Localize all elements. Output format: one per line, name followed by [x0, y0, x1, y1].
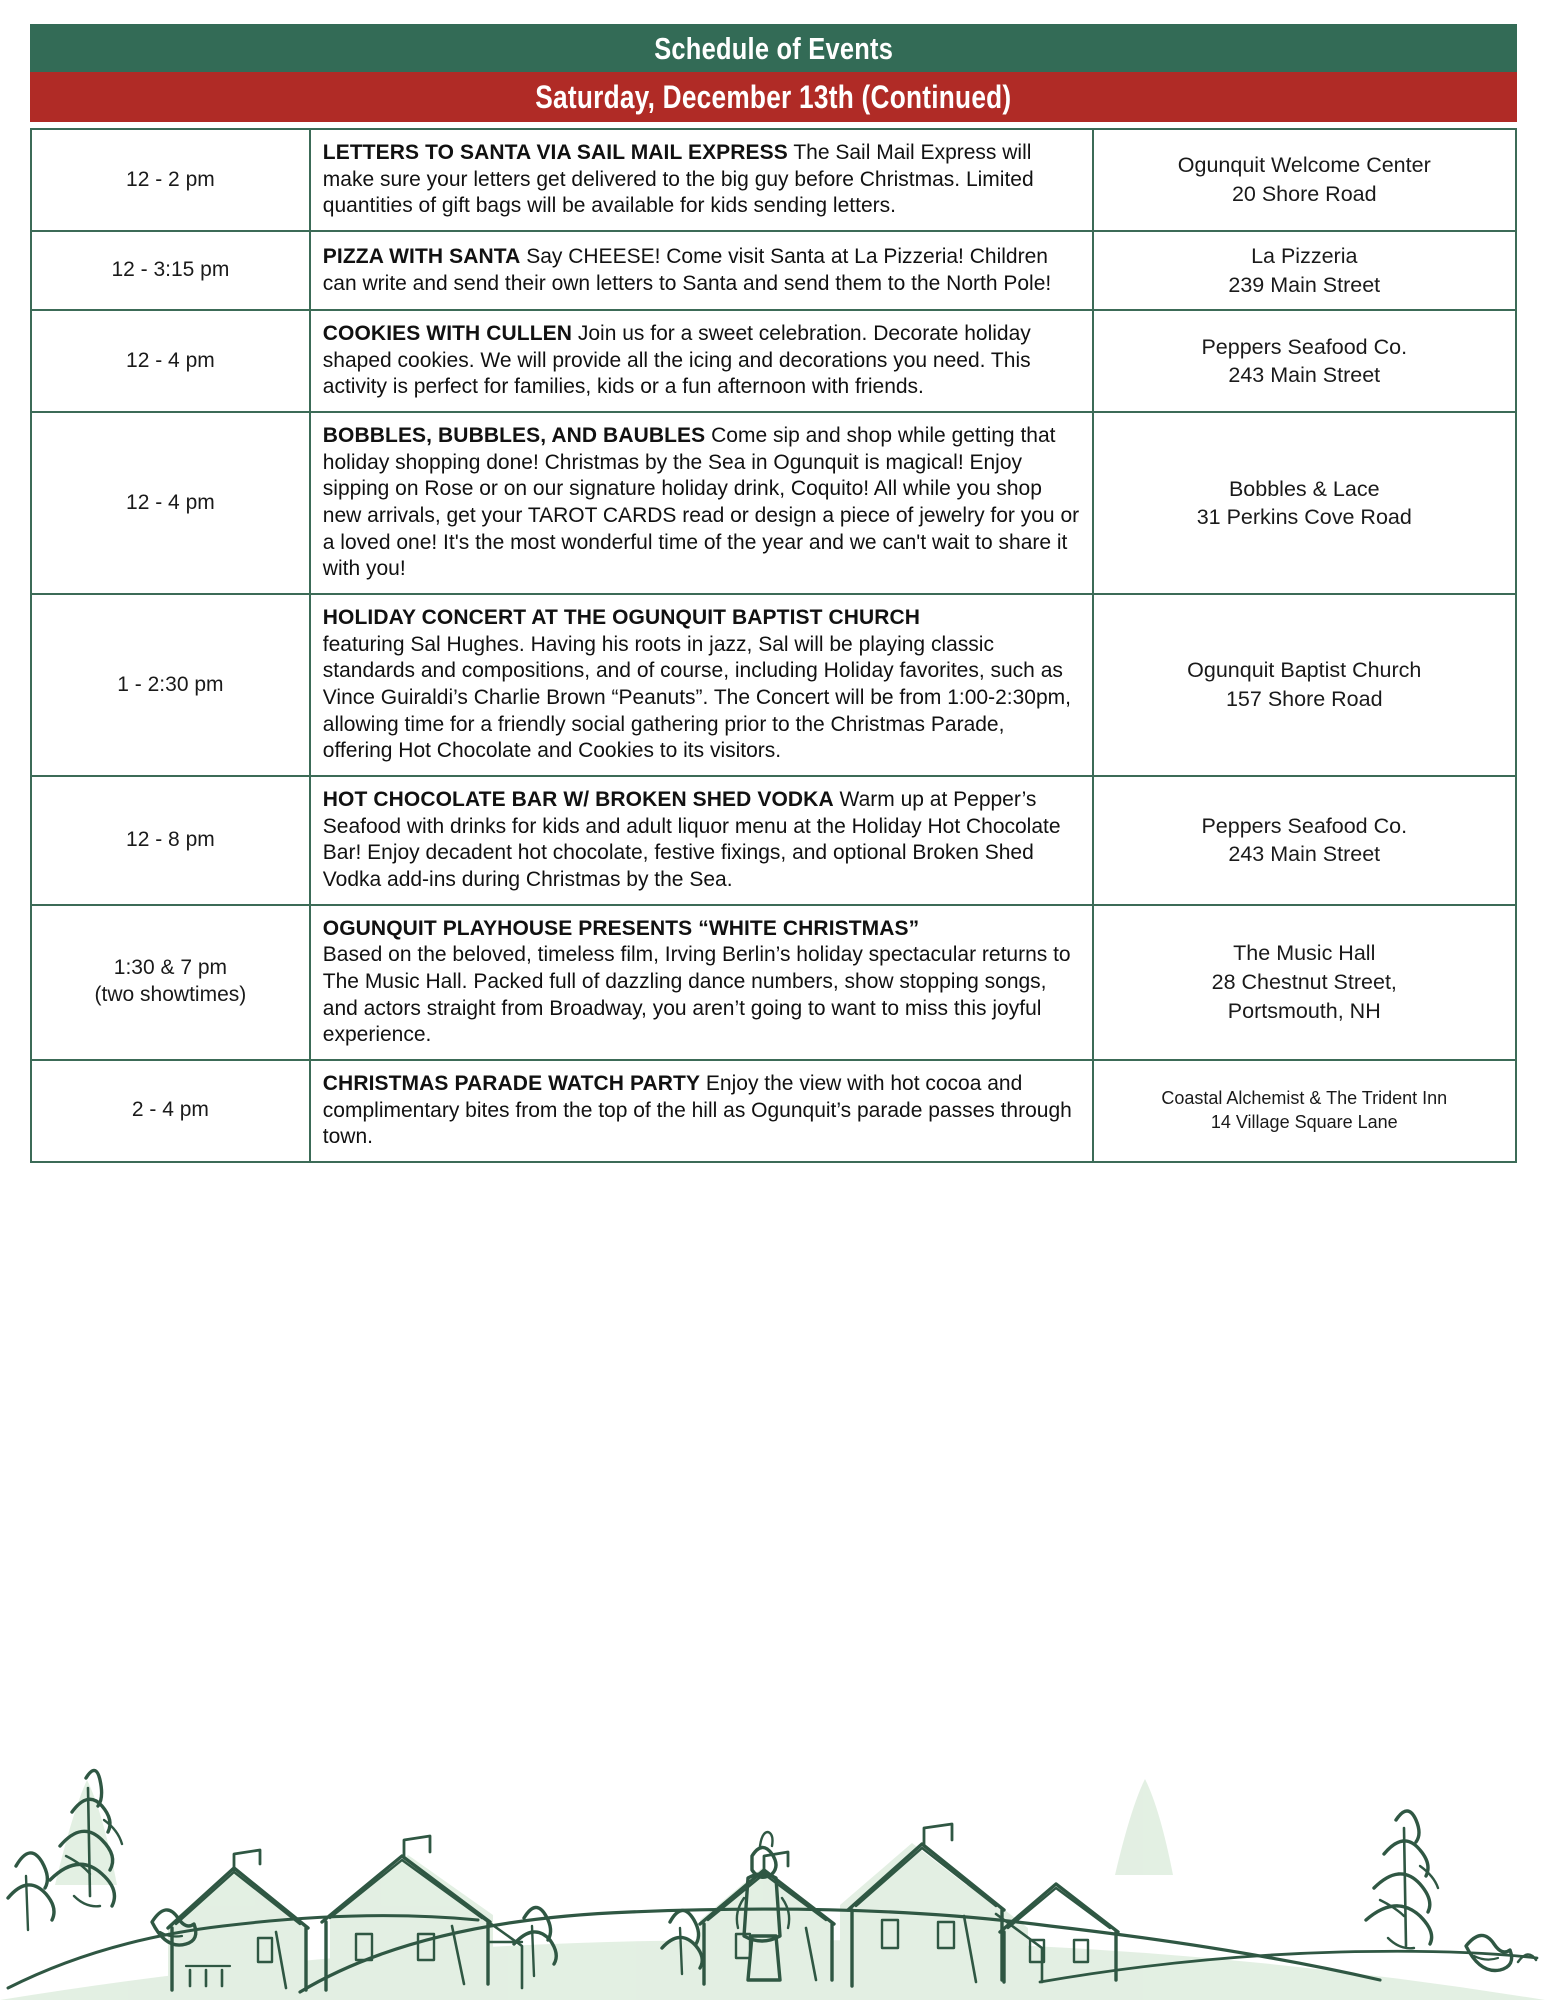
event-time: 12 - 4 pm — [31, 412, 310, 594]
event-location — [1093, 412, 1516, 594]
event-description: PIZZA WITH SANTA Say CHEESE! Come visit Santa at La Pizzeria! Children can write and send their own letters to Santa and send them to the North Pole! — [322, 244, 1052, 295]
event-time: 12 - 4 pm — [31, 310, 310, 412]
event-description: HOT CHOCOLATE BAR W/ BROKEN SHED VODKA Warm up at Pepper’s Seafood with drinks for kids and adult liquor menu at the Holiday Hot Chocolate Bar! Enjoy decadent hot chocolate, festive fixings, and optional Broken Shed Vodka add-ins during Christmas by the Sea. — [322, 788, 1061, 891]
event-time: 1 - 2:30 pm — [31, 594, 310, 776]
event-description: HOLIDAY CONCERT AT THE OGUNQUIT BAPTIST CHURCH featuring Sal Hughes. Having his roots in jazz, Sal will be playing classic standards and compositions, and of course, including Holiday favorites, such as Vince Guiraldi’s Charlie Brown “Peanuts”. The Concert will be from 1:00-2:30pm, allowing time for a friendly social gathering prior to the Christmas Parade, offering Hot Chocolate and Cookies to its visitors. — [322, 606, 1071, 763]
event-description-cell — [310, 905, 1093, 1060]
location-line: Peppers Seafood Co. — [1201, 334, 1408, 359]
table-row — [31, 231, 1516, 310]
event-location — [1093, 905, 1516, 1060]
schedule-table — [30, 128, 1517, 1163]
event-title: HOT CHOCOLATE BAR W/ BROKEN SHED VODKA — [322, 788, 834, 811]
snowy-village-scene-icon — [0, 1670, 1545, 2000]
table-row — [31, 1060, 1516, 1162]
event-time: 2 - 4 pm — [31, 1060, 310, 1162]
location-line: 239 Main Street — [1228, 272, 1381, 297]
location-line: The Music Hall — [1233, 941, 1376, 966]
event-description: COOKIES WITH CULLEN Join us for a sweet celebration. Decorate holiday shaped cookies. We will provide all the icing and decorations you need. This activity is perfect for families, kids or a fun afternoon with friends. — [322, 322, 1031, 399]
event-description-cell — [310, 310, 1093, 412]
location-line: Bobbles & Lace — [1228, 476, 1380, 501]
event-description-cell — [310, 231, 1093, 310]
event-description-cell — [310, 129, 1093, 231]
location-line: Ogunquit Baptist Church — [1187, 658, 1422, 683]
event-location — [1093, 129, 1516, 231]
page-title: Schedule of Events — [654, 30, 893, 66]
event-title: CHRISTMAS PARADE WATCH PARTY — [322, 1071, 701, 1095]
event-time: 12 - 3:15 pm — [31, 231, 310, 310]
location-line: 14 Village Square Lane — [1210, 1111, 1398, 1132]
table-row — [31, 905, 1516, 1060]
event-title: COOKIES WITH CULLEN — [322, 322, 573, 346]
event-time: 12 - 2 pm — [31, 129, 310, 231]
table-row — [31, 310, 1516, 412]
location-line: Coastal Alchemist & The Trident Inn — [1161, 1087, 1448, 1108]
location-line: 243 Main Street — [1228, 363, 1381, 388]
page-title-banner — [30, 24, 1517, 72]
event-title: OGUNQUIT PLAYHOUSE PRESENTS “WHITE CHRISTMAS” — [322, 916, 920, 940]
event-description-cell — [310, 1060, 1093, 1162]
location-line: 20 Shore Road — [1231, 181, 1377, 206]
location-line: 31 Perkins Cove Road — [1196, 505, 1412, 530]
location-line: 28 Chestnut Street, — [1211, 969, 1397, 994]
event-description-cell — [310, 594, 1093, 776]
location-line: Ogunquit Welcome Center — [1177, 153, 1431, 178]
table-row — [31, 412, 1516, 594]
event-description: BOBBLES, BUBBLES, AND BAUBLES Come sip and shop while getting that holiday shopping done! Christmas by the Sea in Ogunquit is magical! Enjoy sipping on Rose or on our signature holiday drink, Coquito! All while you shop new arrivals, get your TAROT CARDS read or design a piece of jewelry for you or a loved one! It's the most wonderful time of the year and we can't wait to share it with you! — [322, 424, 1080, 581]
event-location — [1093, 310, 1516, 412]
event-description: LETTERS TO SANTA VIA SAIL MAIL EXPRESS The Sail Mail Express will make sure your letters get delivered to the big guy before Christmas. Limited quantities of gift bags will be available for kids sending letters. — [322, 141, 1034, 218]
schedule-table-body — [31, 129, 1516, 1162]
location-line: Peppers Seafood Co. — [1201, 813, 1408, 838]
location-line: Portsmouth, NH — [1227, 998, 1381, 1023]
date-subtitle: Saturday, December 13th (Continued) — [535, 79, 1012, 115]
event-description-cell — [310, 412, 1093, 594]
location-line: 157 Shore Road — [1225, 687, 1383, 712]
location-line: 243 Main Street — [1228, 842, 1381, 867]
event-location — [1093, 1060, 1516, 1162]
table-row — [31, 129, 1516, 231]
event-location — [1093, 231, 1516, 310]
event-title: BOBBLES, BUBBLES, AND BAUBLES — [322, 424, 706, 448]
event-time: 12 - 8 pm — [31, 776, 310, 905]
table-row — [31, 776, 1516, 905]
event-location — [1093, 776, 1516, 905]
table-row — [31, 594, 1516, 776]
footer-illustration — [0, 1670, 1545, 2000]
event-location — [1093, 594, 1516, 776]
event-time: 1:30 & 7 pm (two showtimes) — [31, 905, 310, 1060]
event-description: CHRISTMAS PARADE WATCH PARTY Enjoy the view with hot cocoa and complimentary bites from the top of the hill as Ogunquit’s parade passes through town. — [322, 1071, 1072, 1149]
location-line: La Pizzeria — [1251, 243, 1358, 268]
event-description-cell — [310, 776, 1093, 905]
event-description: OGUNQUIT PLAYHOUSE PRESENTS “WHITE CHRISTMAS” Based on the beloved, timeless film, Irving Berlin’s holiday spectacular returns to The Music Hall. Packed full of dazzling dance numbers, show stopping songs, and actors straight from Broadway, you aren’t going to want to miss this joyful experience. — [322, 916, 1071, 1047]
event-title: LETTERS TO SANTA VIA SAIL MAIL EXPRESS — [322, 141, 788, 164]
event-title: HOLIDAY CONCERT AT THE OGUNQUIT BAPTIST CHURCH — [322, 606, 921, 630]
date-subtitle-banner — [30, 72, 1517, 122]
event-title: PIZZA WITH SANTA — [322, 244, 521, 268]
